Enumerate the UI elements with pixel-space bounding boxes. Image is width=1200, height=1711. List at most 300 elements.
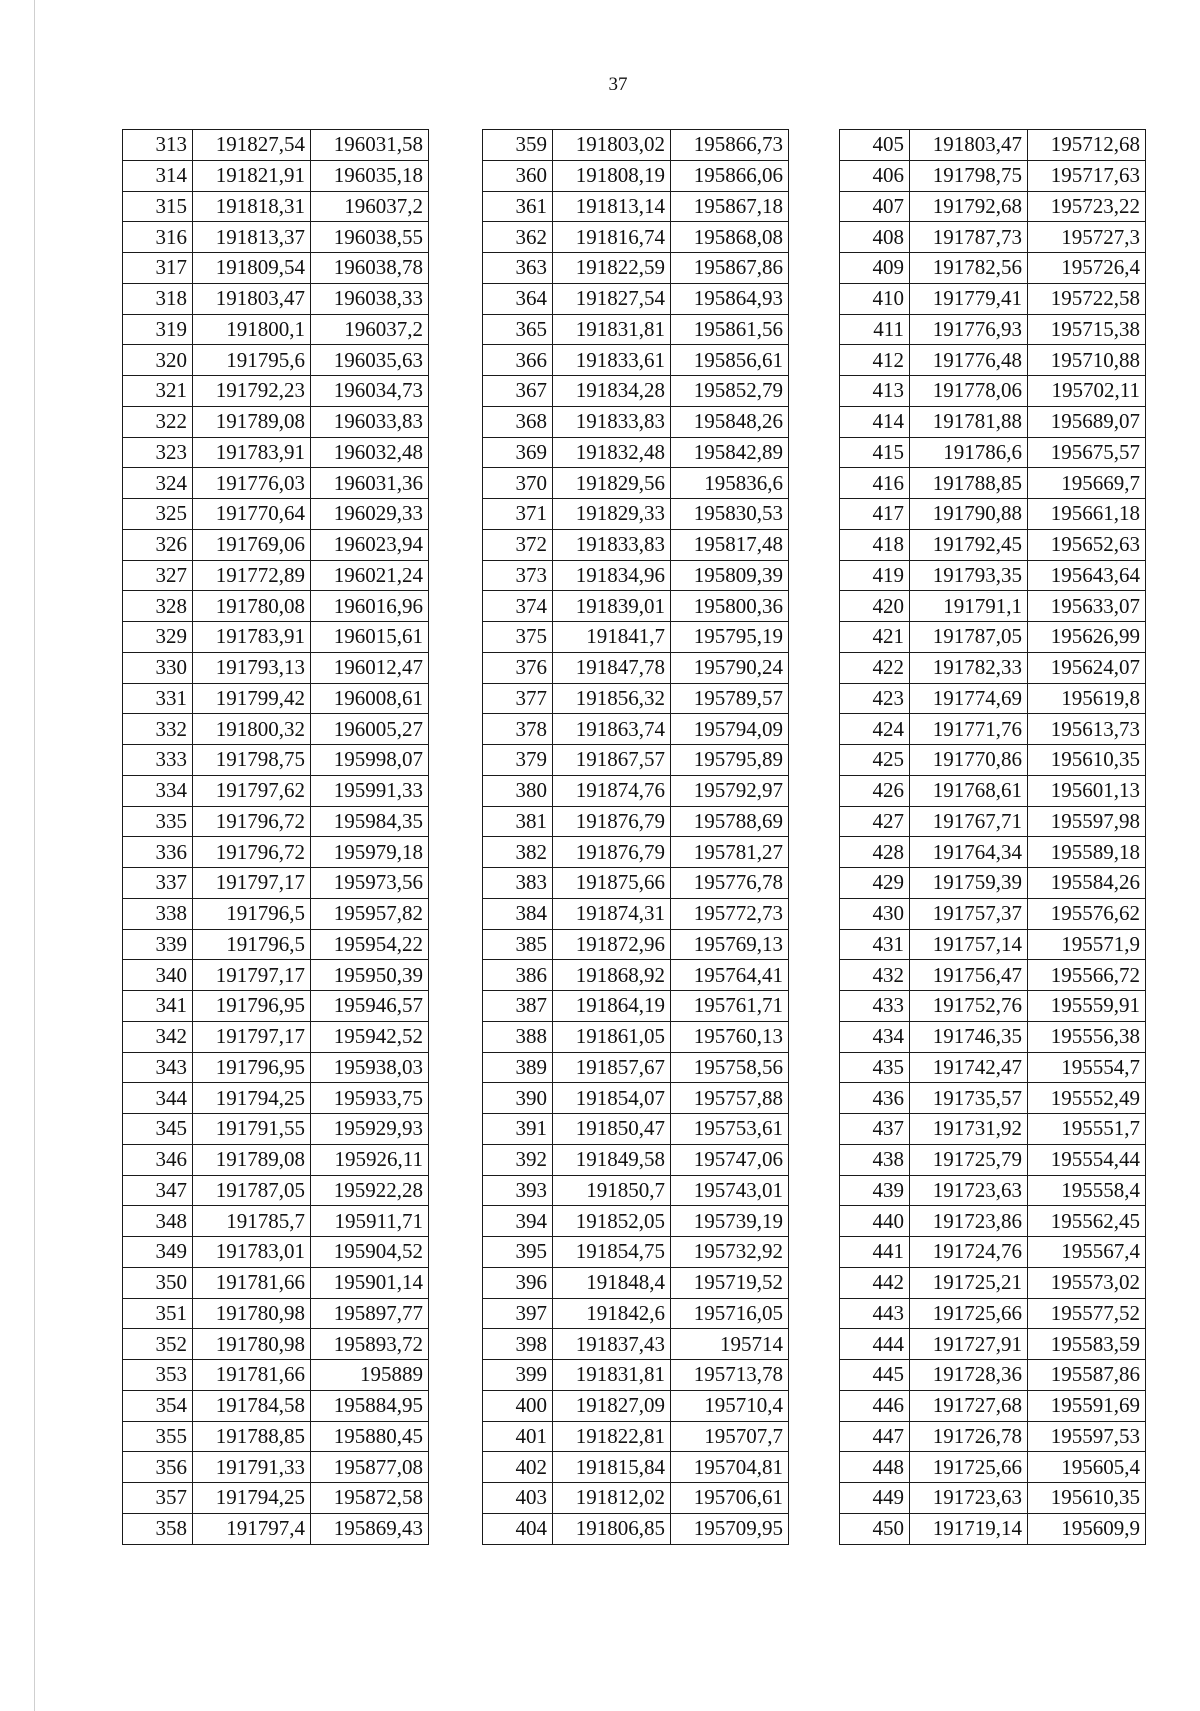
x-coordinate-cell: 191752,76 bbox=[910, 991, 1028, 1022]
point-number-cell: 328 bbox=[123, 591, 193, 622]
table-row bbox=[840, 283, 1146, 314]
table-row bbox=[123, 991, 429, 1022]
point-number-cell: 448 bbox=[840, 1452, 910, 1483]
x-coordinate-cell: 191816,74 bbox=[553, 222, 671, 253]
table-row bbox=[840, 1360, 1146, 1391]
table-row bbox=[483, 622, 789, 653]
y-coordinate-cell: 195973,56 bbox=[311, 868, 429, 899]
x-coordinate-cell: 191727,91 bbox=[910, 1329, 1028, 1360]
table-row bbox=[483, 406, 789, 437]
point-number-cell: 335 bbox=[123, 806, 193, 837]
point-number-cell: 360 bbox=[483, 160, 553, 191]
table-row bbox=[123, 775, 429, 806]
x-coordinate-cell: 191791,55 bbox=[193, 1114, 311, 1145]
y-coordinate-cell: 195706,61 bbox=[671, 1483, 789, 1514]
y-coordinate-cell: 195643,64 bbox=[1028, 560, 1146, 591]
y-coordinate-cell: 195584,26 bbox=[1028, 868, 1146, 899]
point-number-cell: 348 bbox=[123, 1206, 193, 1237]
x-coordinate-cell: 191725,66 bbox=[910, 1452, 1028, 1483]
table-row bbox=[123, 160, 429, 191]
y-coordinate-cell: 195723,22 bbox=[1028, 191, 1146, 222]
point-number-cell: 332 bbox=[123, 714, 193, 745]
x-coordinate-cell: 191778,06 bbox=[910, 376, 1028, 407]
point-number-cell: 347 bbox=[123, 1175, 193, 1206]
y-coordinate-cell: 195852,79 bbox=[671, 376, 789, 407]
table-row bbox=[840, 991, 1146, 1022]
point-number-cell: 421 bbox=[840, 622, 910, 653]
x-coordinate-cell: 191833,61 bbox=[553, 345, 671, 376]
y-coordinate-cell: 195669,7 bbox=[1028, 468, 1146, 499]
x-coordinate-cell: 191780,98 bbox=[193, 1329, 311, 1360]
x-coordinate-cell: 191725,21 bbox=[910, 1267, 1028, 1298]
y-coordinate-cell: 195726,4 bbox=[1028, 253, 1146, 284]
point-number-cell: 353 bbox=[123, 1360, 193, 1391]
y-coordinate-cell: 196012,47 bbox=[311, 652, 429, 683]
table-row bbox=[123, 1052, 429, 1083]
x-coordinate-cell: 191794,25 bbox=[193, 1483, 311, 1514]
table-row bbox=[840, 1452, 1146, 1483]
x-coordinate-cell: 191790,88 bbox=[910, 499, 1028, 530]
x-coordinate-cell: 191803,02 bbox=[553, 130, 671, 161]
table-row bbox=[840, 345, 1146, 376]
x-coordinate-cell: 191800,1 bbox=[193, 314, 311, 345]
point-number-cell: 418 bbox=[840, 529, 910, 560]
y-coordinate-cell: 195589,18 bbox=[1028, 837, 1146, 868]
point-number-cell: 368 bbox=[483, 406, 553, 437]
y-coordinate-cell: 195769,13 bbox=[671, 929, 789, 960]
x-coordinate-cell: 191834,28 bbox=[553, 376, 671, 407]
x-coordinate-cell: 191781,66 bbox=[193, 1267, 311, 1298]
table-row bbox=[483, 991, 789, 1022]
table-row bbox=[123, 714, 429, 745]
x-coordinate-cell: 191833,83 bbox=[553, 406, 671, 437]
table-row bbox=[483, 1021, 789, 1052]
y-coordinate-cell: 195554,44 bbox=[1028, 1144, 1146, 1175]
x-coordinate-cell: 191788,85 bbox=[193, 1421, 311, 1452]
x-coordinate-cell: 191735,57 bbox=[910, 1083, 1028, 1114]
point-number-cell: 343 bbox=[123, 1052, 193, 1083]
table-row bbox=[483, 222, 789, 253]
x-coordinate-cell: 191723,86 bbox=[910, 1206, 1028, 1237]
point-number-cell: 446 bbox=[840, 1390, 910, 1421]
table-row bbox=[840, 253, 1146, 284]
table-row bbox=[840, 775, 1146, 806]
y-coordinate-cell: 195609,9 bbox=[1028, 1513, 1146, 1544]
y-coordinate-cell: 195760,13 bbox=[671, 1021, 789, 1052]
x-coordinate-cell: 191813,14 bbox=[553, 191, 671, 222]
point-number-cell: 408 bbox=[840, 222, 910, 253]
y-coordinate-cell: 195867,18 bbox=[671, 191, 789, 222]
x-coordinate-cell: 191723,63 bbox=[910, 1483, 1028, 1514]
point-number-cell: 355 bbox=[123, 1421, 193, 1452]
point-number-cell: 320 bbox=[123, 345, 193, 376]
point-number-cell: 370 bbox=[483, 468, 553, 499]
point-number-cell: 386 bbox=[483, 960, 553, 991]
y-coordinate-cell: 195747,06 bbox=[671, 1144, 789, 1175]
table-row bbox=[840, 314, 1146, 345]
table-row bbox=[123, 652, 429, 683]
point-number-cell: 333 bbox=[123, 745, 193, 776]
point-number-cell: 380 bbox=[483, 775, 553, 806]
table-row bbox=[123, 1175, 429, 1206]
x-coordinate-cell: 191797,62 bbox=[193, 775, 311, 806]
x-coordinate-cell: 191813,37 bbox=[193, 222, 311, 253]
table-row bbox=[123, 560, 429, 591]
point-number-cell: 314 bbox=[123, 160, 193, 191]
table-row bbox=[483, 1513, 789, 1544]
y-coordinate-cell: 195817,48 bbox=[671, 529, 789, 560]
table-row bbox=[840, 468, 1146, 499]
point-number-cell: 416 bbox=[840, 468, 910, 499]
table-row bbox=[483, 1329, 789, 1360]
point-number-cell: 400 bbox=[483, 1390, 553, 1421]
point-number-cell: 337 bbox=[123, 868, 193, 899]
table-row bbox=[483, 1206, 789, 1237]
x-coordinate-cell: 191774,69 bbox=[910, 683, 1028, 714]
table-row bbox=[483, 1175, 789, 1206]
table-row bbox=[483, 376, 789, 407]
point-number-cell: 350 bbox=[123, 1267, 193, 1298]
x-coordinate-cell: 191806,85 bbox=[553, 1513, 671, 1544]
point-number-cell: 357 bbox=[123, 1483, 193, 1514]
point-number-cell: 354 bbox=[123, 1390, 193, 1421]
y-coordinate-cell: 195926,11 bbox=[311, 1144, 429, 1175]
x-coordinate-cell: 191742,47 bbox=[910, 1052, 1028, 1083]
table-row bbox=[483, 775, 789, 806]
y-coordinate-cell: 195872,58 bbox=[311, 1483, 429, 1514]
x-coordinate-cell: 191803,47 bbox=[193, 283, 311, 314]
point-number-cell: 361 bbox=[483, 191, 553, 222]
point-number-cell: 406 bbox=[840, 160, 910, 191]
y-coordinate-cell: 195702,11 bbox=[1028, 376, 1146, 407]
table-row bbox=[840, 1237, 1146, 1268]
x-coordinate-cell: 191822,81 bbox=[553, 1421, 671, 1452]
y-coordinate-cell: 195789,57 bbox=[671, 683, 789, 714]
x-coordinate-cell: 191791,1 bbox=[910, 591, 1028, 622]
x-coordinate-cell: 191723,63 bbox=[910, 1175, 1028, 1206]
y-coordinate-cell: 195877,08 bbox=[311, 1452, 429, 1483]
point-number-cell: 318 bbox=[123, 283, 193, 314]
x-coordinate-cell: 191796,72 bbox=[193, 837, 311, 868]
x-coordinate-cell: 191861,05 bbox=[553, 1021, 671, 1052]
x-coordinate-cell: 191829,33 bbox=[553, 499, 671, 530]
x-coordinate-cell: 191839,01 bbox=[553, 591, 671, 622]
x-coordinate-cell: 191796,5 bbox=[193, 898, 311, 929]
table-row bbox=[123, 929, 429, 960]
x-coordinate-cell: 191874,31 bbox=[553, 898, 671, 929]
table-row bbox=[840, 529, 1146, 560]
point-number-cell: 407 bbox=[840, 191, 910, 222]
table-row bbox=[483, 1114, 789, 1145]
table-row bbox=[840, 191, 1146, 222]
point-number-cell: 405 bbox=[840, 130, 910, 161]
x-coordinate-cell: 191727,68 bbox=[910, 1390, 1028, 1421]
y-coordinate-cell: 195758,56 bbox=[671, 1052, 789, 1083]
point-number-cell: 399 bbox=[483, 1360, 553, 1391]
point-number-cell: 327 bbox=[123, 560, 193, 591]
table-row bbox=[840, 222, 1146, 253]
x-coordinate-cell: 191850,7 bbox=[553, 1175, 671, 1206]
y-coordinate-cell: 195722,58 bbox=[1028, 283, 1146, 314]
y-coordinate-cell: 195554,7 bbox=[1028, 1052, 1146, 1083]
table-row bbox=[123, 1390, 429, 1421]
x-coordinate-cell: 191798,75 bbox=[193, 745, 311, 776]
point-number-cell: 349 bbox=[123, 1237, 193, 1268]
y-coordinate-cell: 195675,57 bbox=[1028, 437, 1146, 468]
x-coordinate-cell: 191827,09 bbox=[553, 1390, 671, 1421]
point-number-cell: 374 bbox=[483, 591, 553, 622]
x-coordinate-cell: 191849,58 bbox=[553, 1144, 671, 1175]
x-coordinate-cell: 191783,91 bbox=[193, 437, 311, 468]
point-number-cell: 325 bbox=[123, 499, 193, 530]
x-coordinate-cell: 191854,07 bbox=[553, 1083, 671, 1114]
y-coordinate-cell: 195710,88 bbox=[1028, 345, 1146, 376]
x-coordinate-cell: 191842,6 bbox=[553, 1298, 671, 1329]
point-number-cell: 447 bbox=[840, 1421, 910, 1452]
x-coordinate-cell: 191827,54 bbox=[193, 130, 311, 161]
y-coordinate-cell: 195998,07 bbox=[311, 745, 429, 776]
x-coordinate-cell: 191856,32 bbox=[553, 683, 671, 714]
y-coordinate-cell: 195809,39 bbox=[671, 560, 789, 591]
table-row bbox=[123, 283, 429, 314]
point-number-cell: 339 bbox=[123, 929, 193, 960]
y-coordinate-cell: 195707,7 bbox=[671, 1421, 789, 1452]
x-coordinate-cell: 191776,93 bbox=[910, 314, 1028, 345]
x-coordinate-cell: 191800,32 bbox=[193, 714, 311, 745]
x-coordinate-cell: 191796,95 bbox=[193, 991, 311, 1022]
point-number-cell: 341 bbox=[123, 991, 193, 1022]
x-coordinate-cell: 191829,56 bbox=[553, 468, 671, 499]
table-row bbox=[483, 652, 789, 683]
x-coordinate-cell: 191770,64 bbox=[193, 499, 311, 530]
point-number-cell: 390 bbox=[483, 1083, 553, 1114]
x-coordinate-cell: 191787,05 bbox=[193, 1175, 311, 1206]
y-coordinate-cell: 195713,78 bbox=[671, 1360, 789, 1391]
x-coordinate-cell: 191831,81 bbox=[553, 1360, 671, 1391]
table-row bbox=[483, 1052, 789, 1083]
table-row bbox=[123, 130, 429, 161]
x-coordinate-cell: 191764,34 bbox=[910, 837, 1028, 868]
x-coordinate-cell: 191772,89 bbox=[193, 560, 311, 591]
point-number-cell: 441 bbox=[840, 1237, 910, 1268]
y-coordinate-cell: 195893,72 bbox=[311, 1329, 429, 1360]
coordinates-table-3 bbox=[839, 129, 1146, 1545]
point-number-cell: 413 bbox=[840, 376, 910, 407]
y-coordinate-cell: 195781,27 bbox=[671, 837, 789, 868]
y-coordinate-cell: 195719,52 bbox=[671, 1267, 789, 1298]
table-row bbox=[483, 1144, 789, 1175]
y-coordinate-cell: 195957,82 bbox=[311, 898, 429, 929]
table-row bbox=[123, 1452, 429, 1483]
x-coordinate-cell: 191854,75 bbox=[553, 1237, 671, 1268]
x-coordinate-cell: 191725,79 bbox=[910, 1144, 1028, 1175]
point-number-cell: 425 bbox=[840, 745, 910, 776]
x-coordinate-cell: 191779,41 bbox=[910, 283, 1028, 314]
y-coordinate-cell: 195788,69 bbox=[671, 806, 789, 837]
y-coordinate-cell: 195869,43 bbox=[311, 1513, 429, 1544]
y-coordinate-cell: 195704,81 bbox=[671, 1452, 789, 1483]
y-coordinate-cell: 195601,13 bbox=[1028, 775, 1146, 806]
y-coordinate-cell: 196023,94 bbox=[311, 529, 429, 560]
x-coordinate-cell: 191792,68 bbox=[910, 191, 1028, 222]
point-number-cell: 319 bbox=[123, 314, 193, 345]
x-coordinate-cell: 191822,59 bbox=[553, 253, 671, 284]
point-number-cell: 345 bbox=[123, 1114, 193, 1145]
y-coordinate-cell: 195954,22 bbox=[311, 929, 429, 960]
y-coordinate-cell: 195884,95 bbox=[311, 1390, 429, 1421]
x-coordinate-cell: 191789,08 bbox=[193, 1144, 311, 1175]
y-coordinate-cell: 195991,33 bbox=[311, 775, 429, 806]
table-row bbox=[840, 499, 1146, 530]
x-coordinate-cell: 191791,33 bbox=[193, 1452, 311, 1483]
y-coordinate-cell: 196021,24 bbox=[311, 560, 429, 591]
table-row bbox=[840, 1390, 1146, 1421]
y-coordinate-cell: 195714 bbox=[671, 1329, 789, 1360]
table-row bbox=[483, 468, 789, 499]
x-coordinate-cell: 191847,78 bbox=[553, 652, 671, 683]
y-coordinate-cell: 195942,52 bbox=[311, 1021, 429, 1052]
table-row bbox=[840, 806, 1146, 837]
table-row bbox=[840, 406, 1146, 437]
table-row bbox=[840, 1206, 1146, 1237]
x-coordinate-cell: 191874,76 bbox=[553, 775, 671, 806]
table-row bbox=[840, 1052, 1146, 1083]
y-coordinate-cell: 195776,78 bbox=[671, 868, 789, 899]
y-coordinate-cell: 195868,08 bbox=[671, 222, 789, 253]
table-row bbox=[483, 1452, 789, 1483]
x-coordinate-cell: 191798,75 bbox=[910, 160, 1028, 191]
y-coordinate-cell: 196034,73 bbox=[311, 376, 429, 407]
x-coordinate-cell: 191769,06 bbox=[193, 529, 311, 560]
point-number-cell: 331 bbox=[123, 683, 193, 714]
y-coordinate-cell: 196008,61 bbox=[311, 683, 429, 714]
x-coordinate-cell: 191785,7 bbox=[193, 1206, 311, 1237]
table-row bbox=[483, 1483, 789, 1514]
point-number-cell: 338 bbox=[123, 898, 193, 929]
table-row bbox=[840, 1021, 1146, 1052]
point-number-cell: 392 bbox=[483, 1144, 553, 1175]
y-coordinate-cell: 195836,6 bbox=[671, 468, 789, 499]
point-number-cell: 389 bbox=[483, 1052, 553, 1083]
point-number-cell: 411 bbox=[840, 314, 910, 345]
y-coordinate-cell: 195709,95 bbox=[671, 1513, 789, 1544]
table-row bbox=[483, 560, 789, 591]
point-number-cell: 440 bbox=[840, 1206, 910, 1237]
y-coordinate-cell: 196037,2 bbox=[311, 314, 429, 345]
x-coordinate-cell: 191768,61 bbox=[910, 775, 1028, 806]
point-number-cell: 323 bbox=[123, 437, 193, 468]
point-number-cell: 442 bbox=[840, 1267, 910, 1298]
y-coordinate-cell: 195757,88 bbox=[671, 1083, 789, 1114]
table-row bbox=[123, 745, 429, 776]
table-row bbox=[483, 929, 789, 960]
x-coordinate-cell: 191726,78 bbox=[910, 1421, 1028, 1452]
x-coordinate-cell: 191833,83 bbox=[553, 529, 671, 560]
point-number-cell: 385 bbox=[483, 929, 553, 960]
y-coordinate-cell: 195587,86 bbox=[1028, 1360, 1146, 1391]
table-row bbox=[123, 960, 429, 991]
x-coordinate-cell: 191857,67 bbox=[553, 1052, 671, 1083]
y-coordinate-cell: 195610,35 bbox=[1028, 745, 1146, 776]
x-coordinate-cell: 191781,88 bbox=[910, 406, 1028, 437]
table-row bbox=[483, 345, 789, 376]
y-coordinate-cell: 196035,18 bbox=[311, 160, 429, 191]
point-number-cell: 378 bbox=[483, 714, 553, 745]
y-coordinate-cell: 196033,83 bbox=[311, 406, 429, 437]
point-number-cell: 439 bbox=[840, 1175, 910, 1206]
y-coordinate-cell: 195792,97 bbox=[671, 775, 789, 806]
y-coordinate-cell: 195830,53 bbox=[671, 499, 789, 530]
table-row bbox=[483, 868, 789, 899]
y-coordinate-cell: 196016,96 bbox=[311, 591, 429, 622]
table-row bbox=[840, 683, 1146, 714]
y-coordinate-cell: 195624,07 bbox=[1028, 652, 1146, 683]
y-coordinate-cell: 195712,68 bbox=[1028, 130, 1146, 161]
y-coordinate-cell: 196038,55 bbox=[311, 222, 429, 253]
point-number-cell: 420 bbox=[840, 591, 910, 622]
table-row bbox=[840, 1144, 1146, 1175]
table-row bbox=[123, 898, 429, 929]
table-row bbox=[123, 1298, 429, 1329]
y-coordinate-cell: 195922,28 bbox=[311, 1175, 429, 1206]
y-coordinate-cell: 195794,09 bbox=[671, 714, 789, 745]
table-row bbox=[123, 529, 429, 560]
y-coordinate-cell: 195938,03 bbox=[311, 1052, 429, 1083]
table-row bbox=[840, 929, 1146, 960]
point-number-cell: 334 bbox=[123, 775, 193, 806]
y-coordinate-cell: 196005,27 bbox=[311, 714, 429, 745]
y-coordinate-cell: 195633,07 bbox=[1028, 591, 1146, 622]
y-coordinate-cell: 195911,71 bbox=[311, 1206, 429, 1237]
x-coordinate-cell: 191767,71 bbox=[910, 806, 1028, 837]
table-row bbox=[123, 1513, 429, 1544]
point-number-cell: 426 bbox=[840, 775, 910, 806]
table-row bbox=[483, 837, 789, 868]
table-row bbox=[483, 283, 789, 314]
y-coordinate-cell: 195716,05 bbox=[671, 1298, 789, 1329]
table-row bbox=[483, 437, 789, 468]
point-number-cell: 365 bbox=[483, 314, 553, 345]
x-coordinate-cell: 191867,57 bbox=[553, 745, 671, 776]
table-row bbox=[123, 345, 429, 376]
point-number-cell: 437 bbox=[840, 1114, 910, 1145]
x-coordinate-cell: 191782,33 bbox=[910, 652, 1028, 683]
point-number-cell: 431 bbox=[840, 929, 910, 960]
table-row bbox=[123, 1360, 429, 1391]
y-coordinate-cell: 195979,18 bbox=[311, 837, 429, 868]
point-number-cell: 379 bbox=[483, 745, 553, 776]
point-number-cell: 419 bbox=[840, 560, 910, 591]
x-coordinate-cell: 191808,19 bbox=[553, 160, 671, 191]
x-coordinate-cell: 191728,36 bbox=[910, 1360, 1028, 1391]
y-coordinate-cell: 195715,38 bbox=[1028, 314, 1146, 345]
y-coordinate-cell: 195933,75 bbox=[311, 1083, 429, 1114]
point-number-cell: 364 bbox=[483, 283, 553, 314]
y-coordinate-cell: 196038,78 bbox=[311, 253, 429, 284]
point-number-cell: 359 bbox=[483, 130, 553, 161]
point-number-cell: 377 bbox=[483, 683, 553, 714]
y-coordinate-cell: 195605,4 bbox=[1028, 1452, 1146, 1483]
y-coordinate-cell: 195577,52 bbox=[1028, 1298, 1146, 1329]
y-coordinate-cell: 195764,41 bbox=[671, 960, 789, 991]
y-coordinate-cell: 195591,69 bbox=[1028, 1390, 1146, 1421]
point-number-cell: 433 bbox=[840, 991, 910, 1022]
point-number-cell: 443 bbox=[840, 1298, 910, 1329]
table-row bbox=[123, 253, 429, 284]
point-number-cell: 435 bbox=[840, 1052, 910, 1083]
table-row bbox=[483, 960, 789, 991]
point-number-cell: 403 bbox=[483, 1483, 553, 1514]
